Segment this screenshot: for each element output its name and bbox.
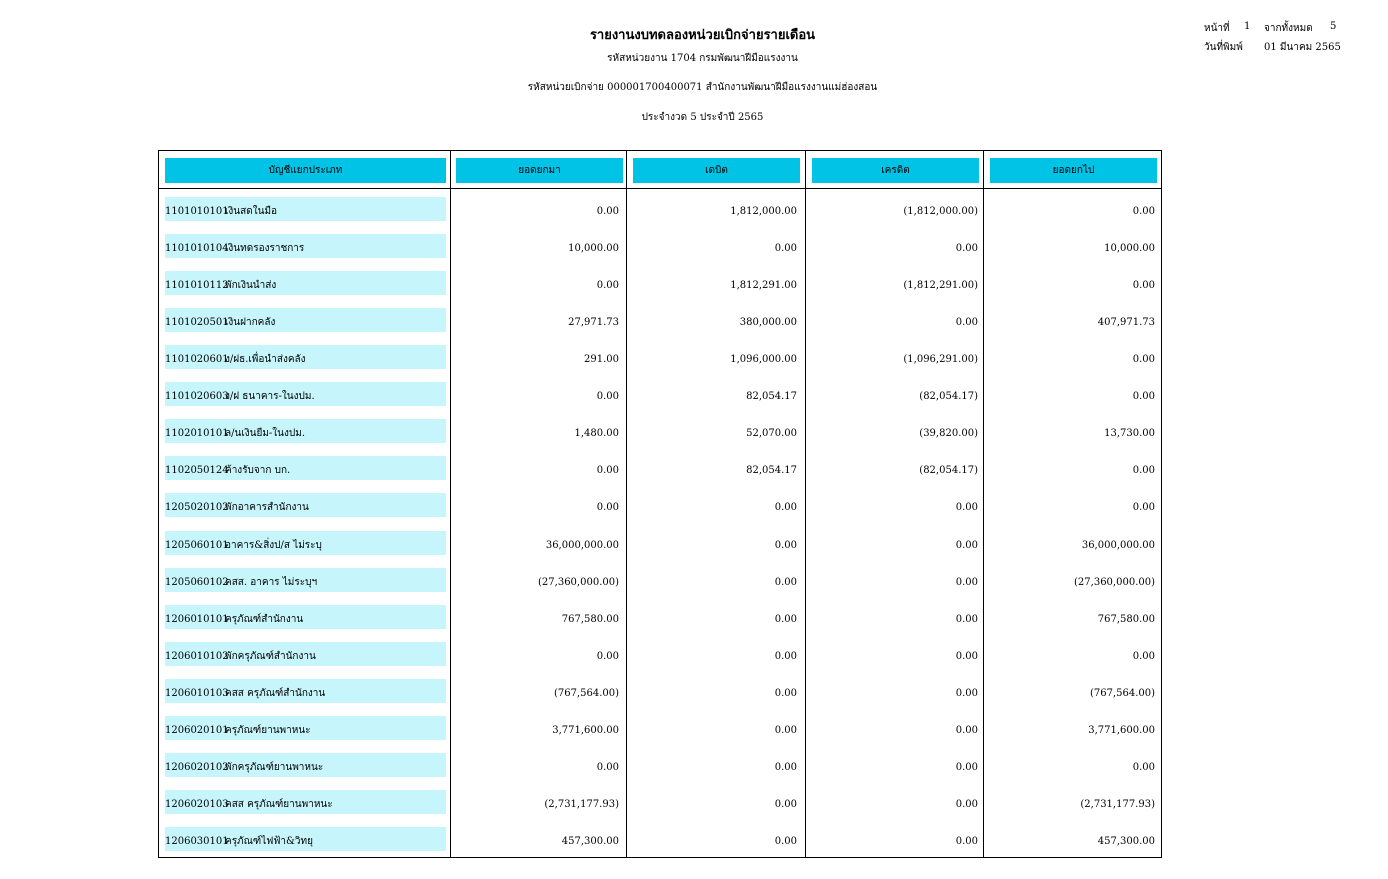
- brought-forward-value: (767,564.00): [553, 687, 619, 699]
- table-row: [159, 419, 1161, 443]
- carried-forward-value: 0.00: [1132, 502, 1155, 514]
- carried-forward-value: 0.00: [1132, 761, 1155, 773]
- credit-value: (1,096,291.00): [903, 354, 978, 366]
- table-row: [159, 827, 1161, 851]
- debit-value: 1,812,291.00: [730, 280, 797, 292]
- brought-forward-value: 0.00: [596, 206, 619, 217]
- table-row: [159, 234, 1161, 258]
- column-header-debit: เดบิต: [633, 158, 800, 183]
- debit-value: 0.00: [774, 836, 797, 848]
- debit-value: 0.00: [774, 243, 797, 255]
- account-name: คสส ครุภัณฑ์สำนักงาน: [225, 687, 326, 699]
- account-name: เงินฝากคลัง: [225, 317, 276, 329]
- account-cell: [165, 234, 446, 258]
- account-code: 1101020601: [165, 354, 229, 366]
- debit-value: 0.00: [774, 724, 797, 736]
- account-code: 1206010101: [165, 613, 229, 625]
- account-name: ล/นเงินยืม-ในงปม.: [225, 428, 306, 440]
- table-row: [159, 679, 1161, 703]
- account-name: ครุภัณฑ์สำนักงาน: [225, 613, 304, 625]
- account-cell: [165, 790, 446, 814]
- table-row: [159, 382, 1161, 406]
- account-code: 1206020102: [165, 761, 229, 773]
- page-number: 1: [1244, 21, 1251, 32]
- credit-value: 0.00: [955, 317, 978, 329]
- debit-value: 0.00: [774, 687, 797, 699]
- brought-forward-value: 0.00: [596, 502, 619, 514]
- print-date: 01 มีนาคม 2565: [1264, 42, 1341, 53]
- debit-value: 0.00: [774, 576, 797, 588]
- credit-value: 0.00: [955, 243, 978, 255]
- account-name: พักอาคารสำนักงาน: [225, 502, 309, 514]
- account-cell: [165, 568, 446, 592]
- debit-value: 0.00: [774, 613, 797, 625]
- account-name: เงินสดในมือ: [225, 206, 278, 217]
- credit-value: 0.00: [955, 502, 978, 514]
- account-code: 1102050124: [165, 465, 229, 477]
- table-row: [159, 271, 1161, 295]
- credit-value: 0.00: [955, 687, 978, 699]
- table-row: [159, 456, 1161, 480]
- brought-forward-value: 0.00: [596, 761, 619, 773]
- account-code: 1206020101: [165, 724, 229, 736]
- carried-forward-value: 0.00: [1132, 465, 1155, 477]
- credit-value: (1,812,291.00): [903, 280, 978, 292]
- carried-forward-value: 767,580.00: [1097, 613, 1155, 625]
- account-name: ง/ฝธ.เพื่อนำส่งคลัง: [225, 354, 306, 366]
- carried-forward-value: 0.00: [1132, 391, 1155, 403]
- carried-forward-value: 0.00: [1132, 280, 1155, 292]
- account-code: 1206010103: [165, 687, 229, 699]
- total-pages: 5: [1330, 21, 1337, 32]
- account-cell: [165, 753, 446, 777]
- account-cell: [165, 308, 446, 332]
- credit-value: 0.00: [955, 836, 978, 848]
- carried-forward-value: (767,564.00): [1089, 687, 1155, 699]
- carried-forward-value: 0.00: [1132, 354, 1155, 366]
- table-row: [159, 790, 1161, 814]
- carried-forward-value: 0.00: [1132, 206, 1155, 217]
- brought-forward-value: (2,731,177.93): [544, 798, 619, 810]
- account-cell: [165, 642, 446, 666]
- account-code: 1101020603: [165, 391, 229, 403]
- table-row: [159, 716, 1161, 740]
- carried-forward-value: (2,731,177.93): [1080, 798, 1155, 810]
- credit-value: (1,812,000.00): [903, 206, 978, 217]
- carried-forward-value: (27,360,000.00): [1074, 576, 1155, 588]
- brought-forward-value: 3,771,600.00: [552, 724, 619, 736]
- carried-forward-value: 10,000.00: [1104, 243, 1155, 255]
- account-cell: [165, 382, 446, 406]
- carried-forward-value: 13,730.00: [1104, 428, 1155, 440]
- account-cell: [165, 531, 446, 555]
- account-code: 1205020102: [165, 502, 229, 514]
- debit-value: 1,096,000.00: [730, 354, 797, 366]
- account-code: 1102010101: [165, 428, 229, 440]
- account-cell: [165, 716, 446, 740]
- table-row: [159, 531, 1161, 555]
- table-row: [159, 197, 1161, 221]
- debit-value: 0.00: [774, 761, 797, 773]
- carried-forward-value: 457,300.00: [1097, 836, 1155, 848]
- debit-value: 0.00: [774, 650, 797, 662]
- table-row: [159, 493, 1161, 517]
- period-line: ประจำงวด 5 ประจำปี 2565: [641, 112, 764, 123]
- brought-forward-value: 291.00: [584, 354, 619, 366]
- brought-forward-value: 0.00: [596, 391, 619, 403]
- account-name: คสส. อาคาร ไม่ระบุฯ: [225, 576, 318, 588]
- account-name: พักครุภัณฑ์สำนักงาน: [225, 650, 316, 662]
- disbursement-unit-line: รหัสหน่วยเบิกจ่าย 000001700400071 สำนักงานพัฒนาฝีมือแรงงานแม่ฮ่องสอน: [527, 82, 878, 93]
- brought-forward-value: 457,300.00: [561, 836, 619, 848]
- account-name: อาคาร&สิ่งป/ส ไม่ระบุ: [225, 539, 322, 551]
- credit-value: 0.00: [955, 798, 978, 810]
- table-row: [159, 568, 1161, 592]
- brought-forward-value: 36,000,000.00: [545, 539, 619, 551]
- account-cell: [165, 456, 446, 480]
- column-header-credit: เครดิต: [812, 158, 979, 183]
- account-code: 1206020103: [165, 798, 229, 810]
- column-header-account: บัญชีแยกประเภท: [165, 158, 446, 183]
- brought-forward-value: 0.00: [596, 465, 619, 477]
- debit-value: 0.00: [774, 798, 797, 810]
- account-cell: [165, 605, 446, 629]
- header-divider: [159, 188, 1161, 189]
- table-row: [159, 642, 1161, 666]
- credit-value: 0.00: [955, 539, 978, 551]
- total-pages-label: จากทั้งหมด: [1264, 23, 1313, 34]
- carried-forward-value: 3,771,600.00: [1088, 724, 1155, 736]
- column-header-brought-forward: ยอดยกมา: [456, 158, 623, 183]
- debit-value: 0.00: [774, 502, 797, 514]
- carried-forward-value: 407,971.73: [1097, 317, 1155, 329]
- account-code: 1101020501: [165, 317, 229, 329]
- debit-value: 82,054.17: [746, 465, 797, 477]
- account-name: พักครุภัณฑ์ยานพาหนะ: [225, 761, 324, 773]
- debit-value: 380,000.00: [739, 317, 797, 329]
- page-label: หน้าที่: [1204, 23, 1230, 34]
- debit-value: 82,054.17: [746, 391, 797, 403]
- brought-forward-value: (27,360,000.00): [538, 576, 619, 588]
- account-code: 1101010112: [165, 280, 229, 292]
- brought-forward-value: 27,971.73: [568, 317, 619, 329]
- account-name: ครุภัณฑ์ไฟฟ้า&วิทยุ: [225, 836, 314, 848]
- account-name: เงินทดรองราชการ: [225, 243, 305, 255]
- account-code: 1101010101: [165, 206, 229, 217]
- account-cell: [165, 419, 446, 443]
- table-row: [159, 753, 1161, 777]
- account-cell: [165, 345, 446, 369]
- account-name: ครุภัณฑ์ยานพาหนะ: [225, 724, 311, 736]
- brought-forward-value: 10,000.00: [568, 243, 619, 255]
- account-cell: [165, 679, 446, 703]
- account-name: พักเงินนำส่ง: [225, 280, 277, 292]
- credit-value: (82,054.17): [919, 465, 978, 477]
- account-code: 1206010102: [165, 650, 229, 662]
- carried-forward-value: 36,000,000.00: [1081, 539, 1155, 551]
- account-cell: [165, 197, 446, 221]
- account-code: 1206030101: [165, 836, 229, 848]
- account-code: 1101010104: [165, 243, 229, 255]
- debit-value: 52,070.00: [746, 428, 797, 440]
- account-code: 1205060101: [165, 539, 229, 551]
- account-name: ค้างรับจาก บก.: [225, 465, 291, 477]
- account-cell: [165, 271, 446, 295]
- credit-value: (82,054.17): [919, 391, 978, 403]
- carried-forward-value: 0.00: [1132, 650, 1155, 662]
- table-row: [159, 605, 1161, 629]
- brought-forward-value: 767,580.00: [561, 613, 619, 625]
- print-date-label: วันที่พิมพ์: [1204, 42, 1243, 53]
- table-row: [159, 345, 1161, 369]
- credit-value: 0.00: [955, 650, 978, 662]
- agency-line: รหัสหน่วยงาน 1704 กรมพัฒนาฝีมือแรงงาน: [607, 53, 798, 64]
- report-title: รายงานงบทดลองหน่วยเบิกจ่ายรายเดือน: [589, 28, 816, 43]
- account-cell: [165, 827, 446, 851]
- credit-value: 0.00: [955, 576, 978, 588]
- debit-value: 1,812,000.00: [730, 206, 797, 217]
- account-cell: [165, 493, 446, 517]
- brought-forward-value: 1,480.00: [574, 428, 619, 440]
- credit-value: 0.00: [955, 724, 978, 736]
- brought-forward-value: 0.00: [596, 650, 619, 662]
- credit-value: 0.00: [955, 613, 978, 625]
- table-row: [159, 308, 1161, 332]
- credit-value: 0.00: [955, 761, 978, 773]
- column-header-carried-forward: ยอดยกไป: [990, 158, 1157, 183]
- account-name: ง/ฝ ธนาคาร-ในงปม.: [225, 391, 315, 403]
- credit-value: (39,820.00): [919, 428, 978, 440]
- debit-value: 0.00: [774, 539, 797, 551]
- trial-balance-table: [158, 150, 1162, 858]
- account-code: 1205060102: [165, 576, 229, 588]
- account-name: คสส ครุภัณฑ์ยานพาหนะ: [225, 798, 333, 810]
- brought-forward-value: 0.00: [596, 280, 619, 292]
